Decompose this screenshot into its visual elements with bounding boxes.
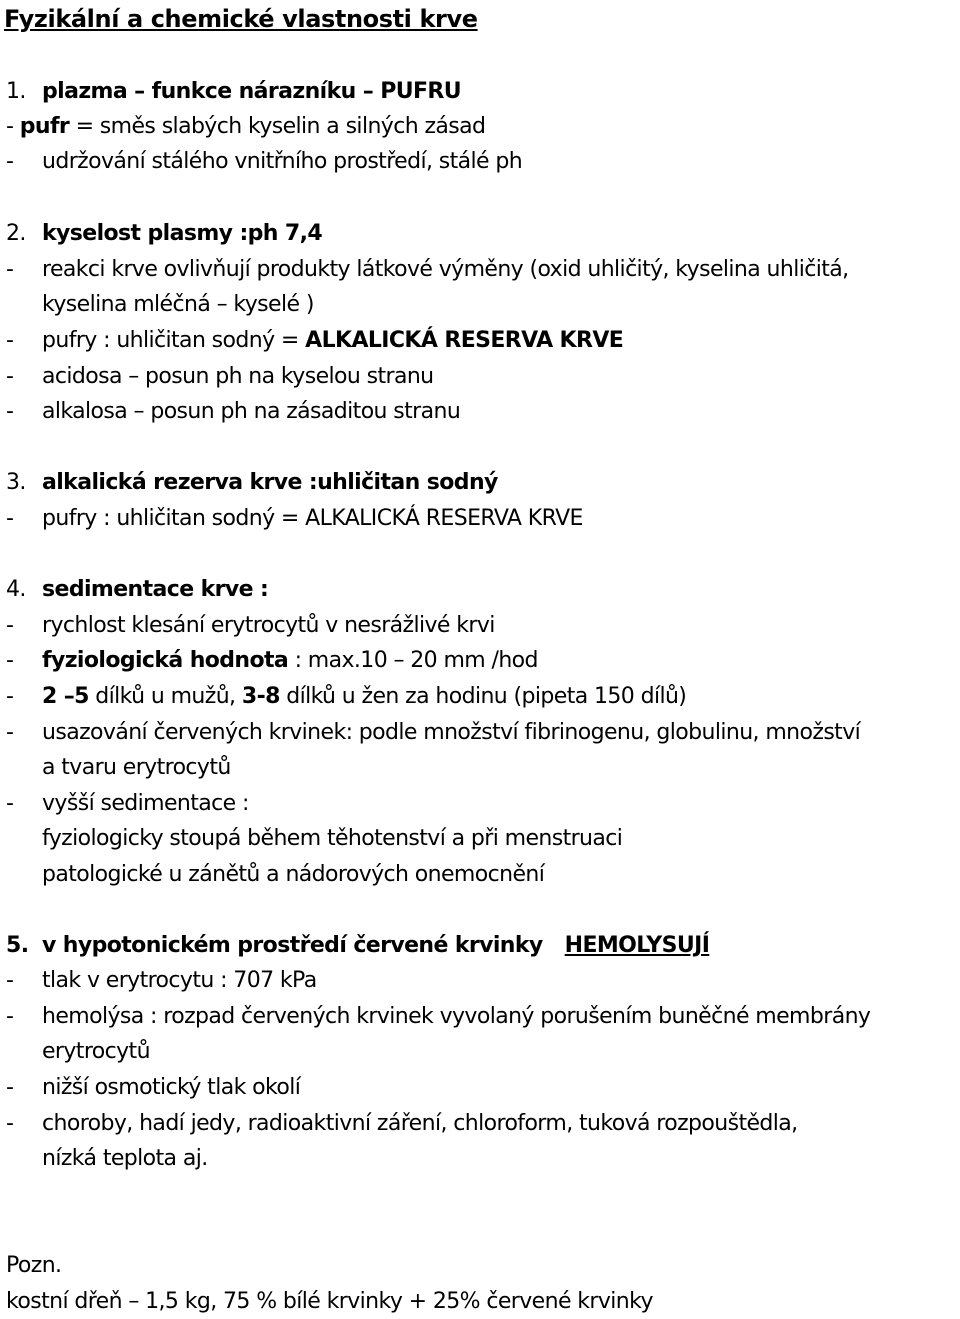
term-pufr: pufr [19,114,70,139]
section-5-title-emphasis: HEMOLYSUJÍ [564,933,710,958]
section-2-number: 2. [6,221,26,246]
page-title: Fyzikální a chemické vlastnosti krve [4,5,478,33]
alkaline-reserve-term: ALKALICKÁ RESERVA KRVE [305,328,624,353]
section-3-title: alkalická rezerva krve :uhličitan sodný [42,470,498,495]
section-5-title: v hypotonickém prostředí červené krvinky [42,933,543,958]
section-5-number: 5. [6,933,29,958]
section-3-number: 3. [6,470,26,495]
section-1-number: 1. [6,79,26,104]
section-2-title: kyselost plasmy :ph 7,4 [42,221,323,246]
section-4-title: sedimentace krve : [42,577,269,602]
section-4-number: 4. [6,577,26,602]
section-1-title: plazma – funkce nárazníku – PUFRU [42,79,462,104]
section-1-line-1: - pufr = směs slabých kyselin a silných zásad [6,114,486,139]
note-text: kostní dřeň – 1,5 kg, 75 % bílé krvinky + 25% červené krvinky [6,1289,653,1314]
term-physiological-value: fyziologická hodnota [42,648,289,673]
note-label: Pozn. [6,1253,62,1278]
